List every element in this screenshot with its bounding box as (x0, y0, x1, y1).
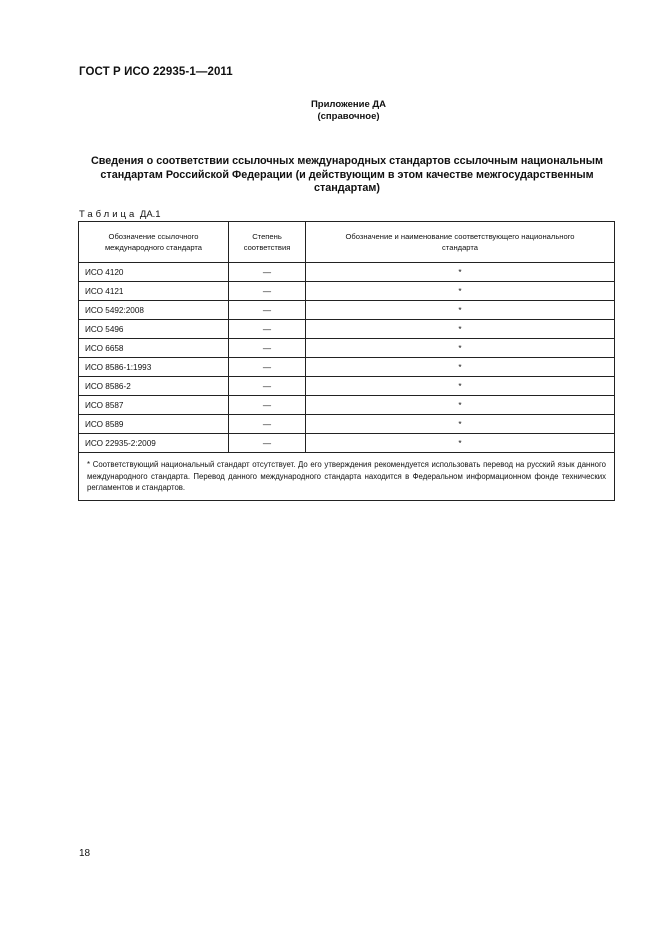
appendix-title: Приложение ДА (310, 99, 387, 110)
cell-national: * (306, 377, 615, 396)
cell-national: * (306, 415, 615, 434)
cell-national: * (306, 301, 615, 320)
header-text: международного стандарта (104, 243, 203, 252)
header-text: стандарта (442, 243, 478, 252)
header-degree (229, 222, 306, 263)
table-row (79, 320, 615, 339)
table-footnote-row (79, 453, 615, 501)
header-text: Степень (252, 232, 282, 241)
cell-degree: — (229, 301, 306, 320)
header-text: соответствия (243, 243, 291, 252)
header-national-standard (306, 222, 615, 263)
cell-degree: — (229, 320, 306, 339)
header-reference-standard (79, 222, 229, 263)
table-row (79, 301, 615, 320)
cell-degree: — (229, 282, 306, 301)
cell-reference: ИСО 6658 (79, 339, 229, 358)
page-number: 18 (79, 848, 91, 859)
cell-reference: ИСО 22935-2:2009 (79, 434, 229, 453)
table-row (79, 434, 615, 453)
table-row (79, 339, 615, 358)
standards-table (78, 221, 615, 501)
section-title (79, 155, 615, 196)
appendix-subtitle: (справочное) (317, 111, 380, 122)
cell-degree: — (229, 263, 306, 282)
table-caption-id: ДА.1 (139, 209, 161, 220)
cell-reference: ИСО 8587 (79, 396, 229, 415)
cell-degree: — (229, 339, 306, 358)
appendix-heading (0, 99, 661, 123)
header-text: Обозначение ссылочного (108, 232, 199, 241)
cell-reference: ИСО 8586-1:1993 (79, 358, 229, 377)
table-caption (79, 209, 161, 220)
cell-national: * (306, 358, 615, 377)
cell-national: * (306, 320, 615, 339)
cell-reference: ИСО 4121 (79, 282, 229, 301)
cell-national: * (306, 282, 615, 301)
table-row (79, 282, 615, 301)
table-row (79, 377, 615, 396)
table-row (79, 415, 615, 434)
table-header-row (79, 222, 615, 263)
cell-reference: ИСО 8589 (79, 415, 229, 434)
cell-reference: ИСО 4120 (79, 263, 229, 282)
table-row (79, 263, 615, 282)
cell-reference: ИСО 5496 (79, 320, 229, 339)
table-row (79, 358, 615, 377)
cell-degree: — (229, 434, 306, 453)
cell-degree: — (229, 358, 306, 377)
section-title-line: стандартам Российской Федерации (и действующим в этом качестве межгосударственным (100, 168, 594, 181)
table-caption-prefix: Таблица (79, 209, 138, 220)
cell-degree: — (229, 396, 306, 415)
cell-national: * (306, 396, 615, 415)
cell-national: * (306, 263, 615, 282)
cell-degree: — (229, 415, 306, 434)
table-footnote: * Соответствующий национальный стандарт отсутствует. До его утверждения рекомендуется использовать перевод на русский язык данного международного стандарта. Перевод данного международного стандарта находится в Федеральном информационном фонде технических регламентов и стандартов. (79, 453, 615, 501)
section-title-line: Сведения о соответствии ссылочных международных стандартов ссылочным национальным (90, 155, 603, 167)
cell-national: * (306, 339, 615, 358)
header-text: Обозначение и наименование соответствующего национального (345, 232, 575, 241)
cell-reference: ИСО 8586-2 (79, 377, 229, 396)
cell-national: * (306, 434, 615, 453)
table-row (79, 396, 615, 415)
section-title-line: стандартам) (313, 182, 380, 194)
document-standard-id: ГОСТ Р ИСО 22935-1—2011 (79, 66, 233, 78)
cell-reference: ИСО 5492:2008 (79, 301, 229, 320)
cell-degree: — (229, 377, 306, 396)
